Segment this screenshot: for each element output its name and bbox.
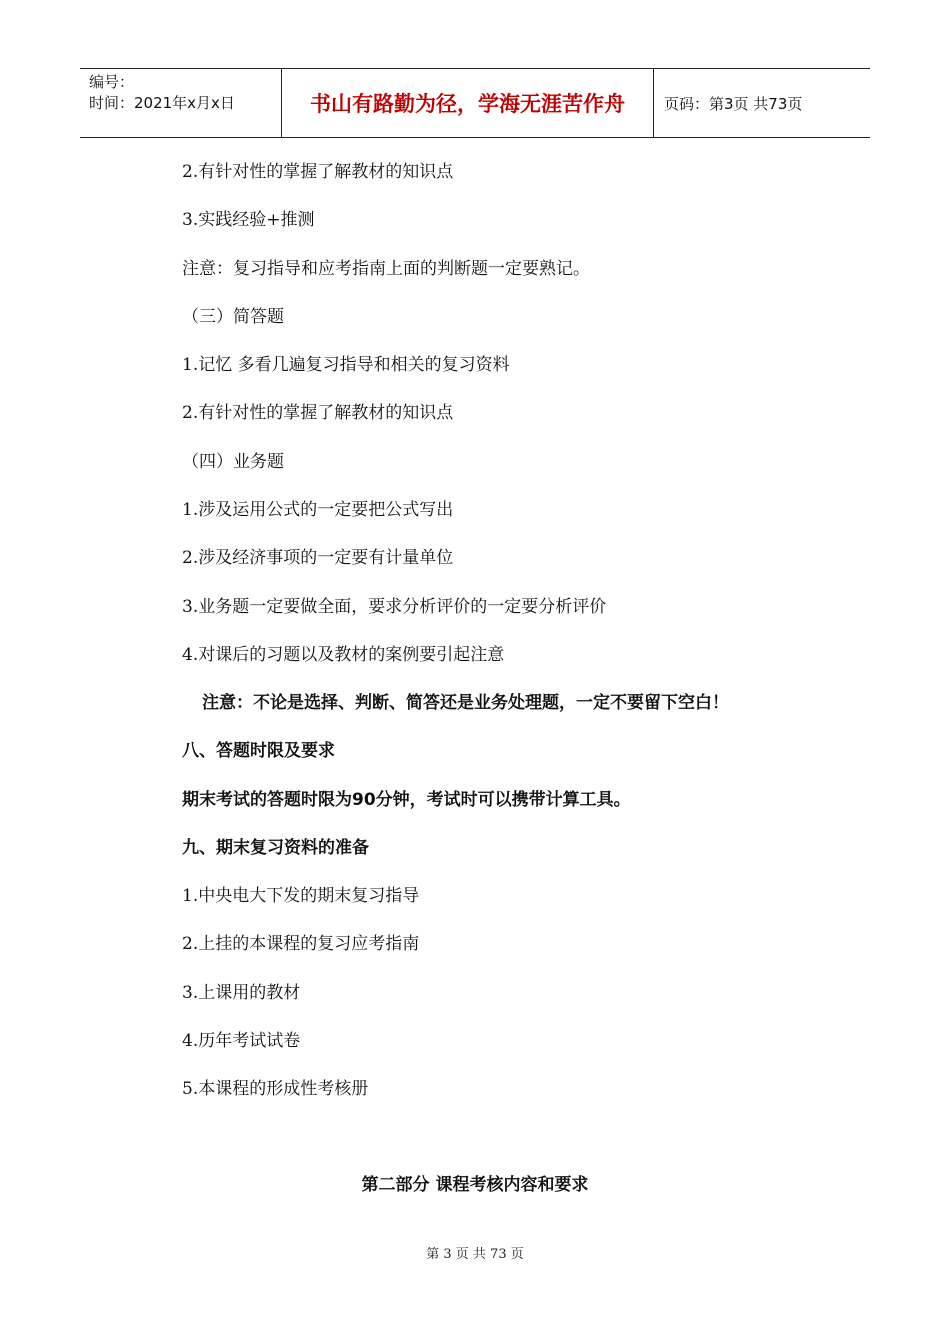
body-line: 3.上课用的教材: [182, 983, 301, 1003]
body-line: 4.历年考试试卷: [182, 1031, 301, 1051]
body-line: 3.业务题一定要做全面，要求分析评价的一定要分析评价: [182, 597, 607, 617]
body-line: 2.上挂的本课程的复习应考指南: [182, 934, 420, 954]
body-line: 1.中央电大下发的期末复习指导: [182, 886, 420, 906]
body-line: 1.记忆 多看几遍复习指导和相关的复习资料: [182, 355, 510, 375]
bold-paragraph: 期末考试的答题时限为90分钟，考试时可以携带计算工具。: [182, 790, 631, 810]
bold-note: 注意：不论是选择、判断、简答还是业务处理题，一定不要留下空白！: [202, 693, 729, 713]
body-line: 3.实践经验+推测: [182, 210, 315, 230]
number-label: 编号：: [89, 73, 135, 91]
section-heading: （四）业务题: [182, 452, 284, 472]
header-meta: [80, 69, 282, 137]
body-line: 2.有针对性的掌握了解教材的知识点: [182, 403, 454, 423]
time-label: 时间：2021年x月x日: [89, 94, 235, 112]
page-footer: 第 3 页 共 73 页: [426, 1247, 524, 1262]
body-line: 4.对课后的习题以及教材的案例要引起注意: [182, 645, 505, 665]
section-heading: 八、答题时限及要求: [182, 741, 335, 761]
page-header: [80, 68, 870, 138]
header-page-label: 页码：第3页 共73页: [664, 94, 803, 113]
body-line: 2.有针对性的掌握了解教材的知识点: [182, 162, 454, 182]
body-line: 5.本课程的形成性考核册: [182, 1079, 369, 1099]
section-heading: （三）简答题: [182, 307, 284, 327]
section-heading: 九、期末复习资料的准备: [182, 838, 369, 858]
header-motto: 书山有路勤为径，学海无涯苦作舟: [282, 69, 654, 137]
body-line: 1.涉及运用公式的一定要把公式写出: [182, 500, 454, 520]
part-title: 第二部分 课程考核内容和要求: [361, 1175, 589, 1195]
body-line: 注意：复习指导和应考指南上面的判断题一定要熟记。: [182, 259, 590, 279]
body-line: 2.涉及经济事项的一定要有计量单位: [182, 548, 454, 568]
